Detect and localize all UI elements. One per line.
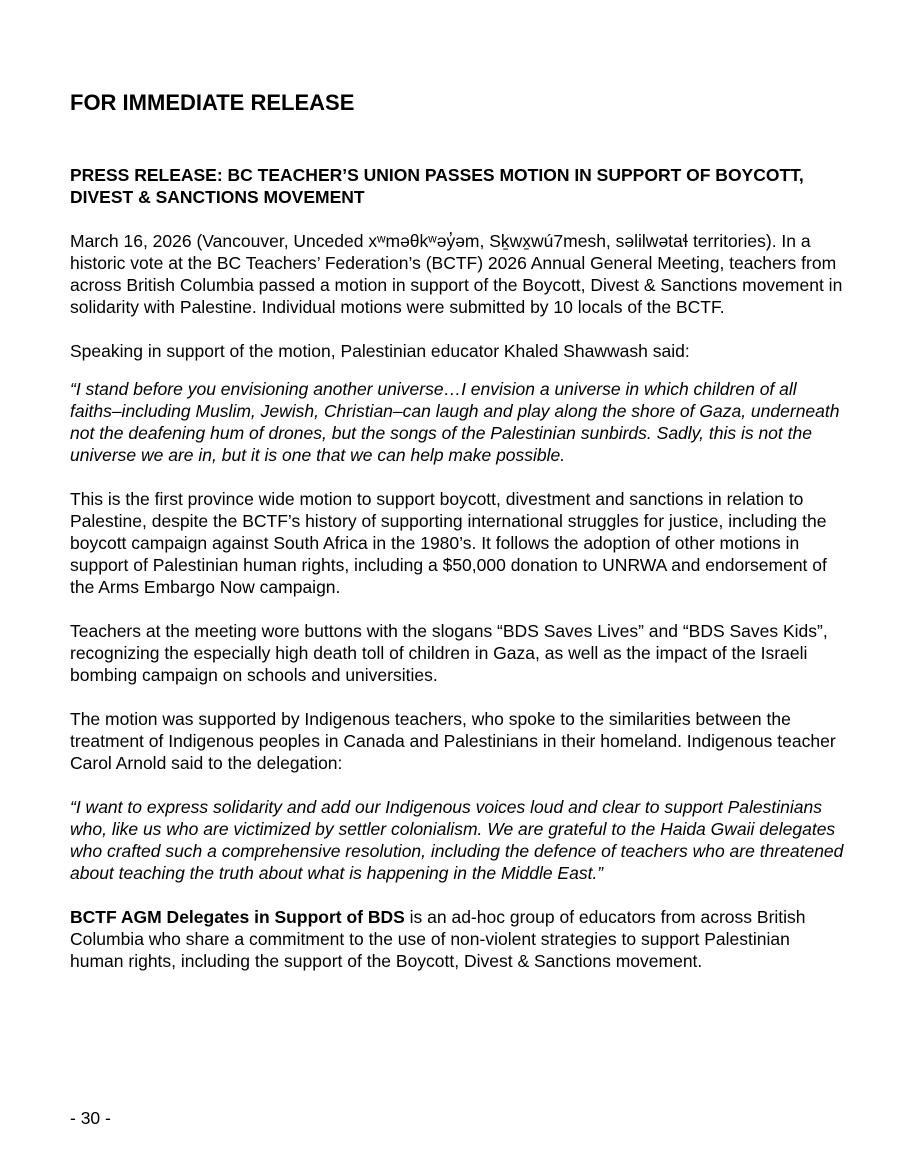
paragraph-speaker-intro: Speaking in support of the motion, Palestinian educator Khaled Shawwash said: [70,341,690,361]
paragraph-indigenous-teachers: The motion was supported by Indigenous teachers, who spoke to the similarities between the treatment of Indigenous peoples in Canada and Palestinians in their homeland. Indigenous teacher Carol Arnold said to the delegation: [70,709,836,773]
release-heading: FOR IMMEDIATE RELEASE [70,90,355,115]
quote-khaled-shawwash: “I stand before you envisioning another universe…I envision a universe in which children of all faiths–including Muslim, Jewish, Christian–can laugh and play along the shore of Gaza, underneath not the deafening hum of drones, but the songs of the Palestinian sunbirds. Sadly, this is not the universe we are in, but it is one that we can help make possible. [70,379,840,465]
paragraph-province-wide-motion: This is the first province wide motion to support boycott, divestment and sanctions in relation to Palestine, despite the BCTF’s history of supporting international struggles for justice, including the boycott campaign against South Africa in the 1980’s. It follows the adoption of other motions in support of Palestinian human rights, including a $50,000 donation to UNRWA and endorsement of the Arms Embargo Now campaign. [70,489,827,597]
about-group-description: is an ad-hoc group of educators from across British Columbia who share a commitment to the use of non-violent strategies to support Palestinian human rights, including the support of the Boycott, Divest & Sanctions movement. [70,907,806,971]
press-release-title: PRESS RELEASE: BC TEACHER’S UNION PASSES MOTION IN SUPPORT OF BOYCOTT, DIVEST & SANCTIONS MOVEMENT [70,165,804,207]
paragraph-about-group [70,906,845,972]
paragraph-buttons-slogans: Teachers at the meeting wore buttons with the slogans “BDS Saves Lives” and “BDS Saves Kids”, recognizing the especially high death toll of children in Gaza, as well as the impact of the Israeli bombing campaign on schools and universities. [70,621,828,685]
quote-carol-arnold: “I want to express solidarity and add our Indigenous voices loud and clear to support Palestinians who, like us who are victimized by settler colonialism. We are grateful to the Haida Gwaii delegates who crafted such a comprehensive resolution, including the defence of teachers who are threatened about teaching the truth about what is happening in the Middle East.” [70,797,844,883]
page-number: - 30 - [70,1108,111,1128]
press-release-page [70,88,845,972]
about-group-name: BCTF AGM Delegates in Support of BDS [70,907,405,927]
paragraph-intro: March 16, 2026 (Vancouver, Unceded xʷməθkʷəy̓əm, Sḵwx̱wú7mesh, səlilwətaɬ territories). In a historic vote at the BC Teachers’ Federation’s (BCTF) 2026 Annual General Meeting, teachers from across British Columbia passed a motion in support of the Boycott, Divest & Sanctions movement in solidarity with Palestine. Individual motions were submitted by 10 locals of the BCTF. [70,231,843,317]
